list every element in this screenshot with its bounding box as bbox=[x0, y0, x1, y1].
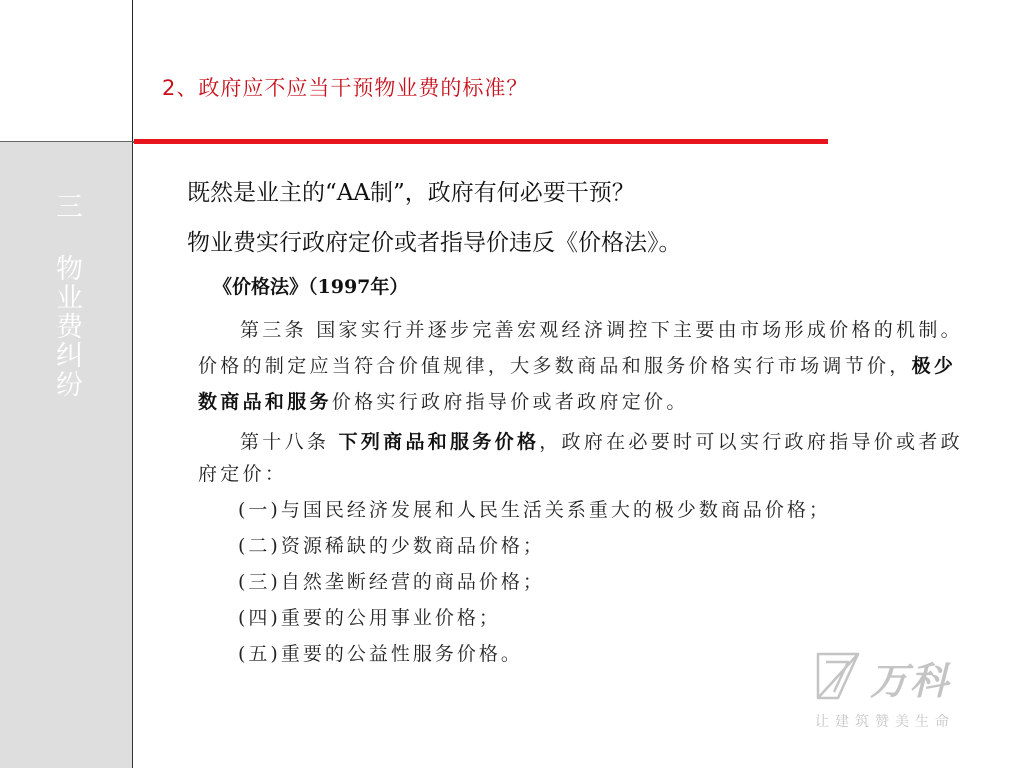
article-18-suffix: ，政府在必要时可以实行政府指导价或者政府定价： bbox=[198, 431, 963, 485]
list-item: (三)自然垄断经营的商品价格； bbox=[238, 571, 545, 593]
vanke-brand-text: 万科 bbox=[870, 659, 951, 703]
article-3-text-end: 价格实行政府指导价或者政府定价。 bbox=[331, 391, 689, 413]
title-underline-red bbox=[134, 139, 828, 144]
list-item: (五)重要的公益性服务价格。 bbox=[238, 643, 523, 665]
article-18-emphasis: 下列商品和服务价格 bbox=[338, 431, 540, 453]
list-item: (二)资源稀缺的少数商品价格； bbox=[238, 535, 545, 557]
vanke-tagline: 让建筑赞美生命 bbox=[815, 714, 955, 730]
article-3-emphasis: 极少数商品和服务 bbox=[198, 355, 957, 413]
article-3 bbox=[198, 312, 973, 420]
law-body bbox=[198, 312, 973, 672]
list-item: (一)与国民经济发展和人民生活关系重大的极少数商品价格； bbox=[238, 499, 831, 521]
intro-question: 既然是业主的“AA制”，政府有何必要干预？ bbox=[187, 180, 635, 206]
vanke-emblem-icon bbox=[818, 654, 858, 698]
intro-statement: 物业费实行政府定价或者指导价违反《价格法》。 bbox=[187, 230, 682, 256]
sidebar-section-label: 三 物业费纠纷 bbox=[51, 192, 82, 399]
list-item: (四)重要的公用事业价格； bbox=[238, 607, 501, 629]
article-18 bbox=[198, 426, 973, 490]
page-title: 2、政府应不应当干预物业费的标准？ bbox=[162, 76, 529, 100]
header-divider-vertical bbox=[132, 0, 133, 142]
sidebar-panel bbox=[0, 142, 133, 768]
article-3-text: 第三条 国家实行并逐步完善宏观经济调控下主要由市场形成价格的机制。价格的制定应当符合价值规律，大多数商品和服务价格实行市场调节价， bbox=[198, 319, 963, 377]
article-18-prefix: 第十八条 bbox=[240, 431, 339, 453]
law-heading: 《价格法》（1997年） bbox=[213, 276, 409, 298]
